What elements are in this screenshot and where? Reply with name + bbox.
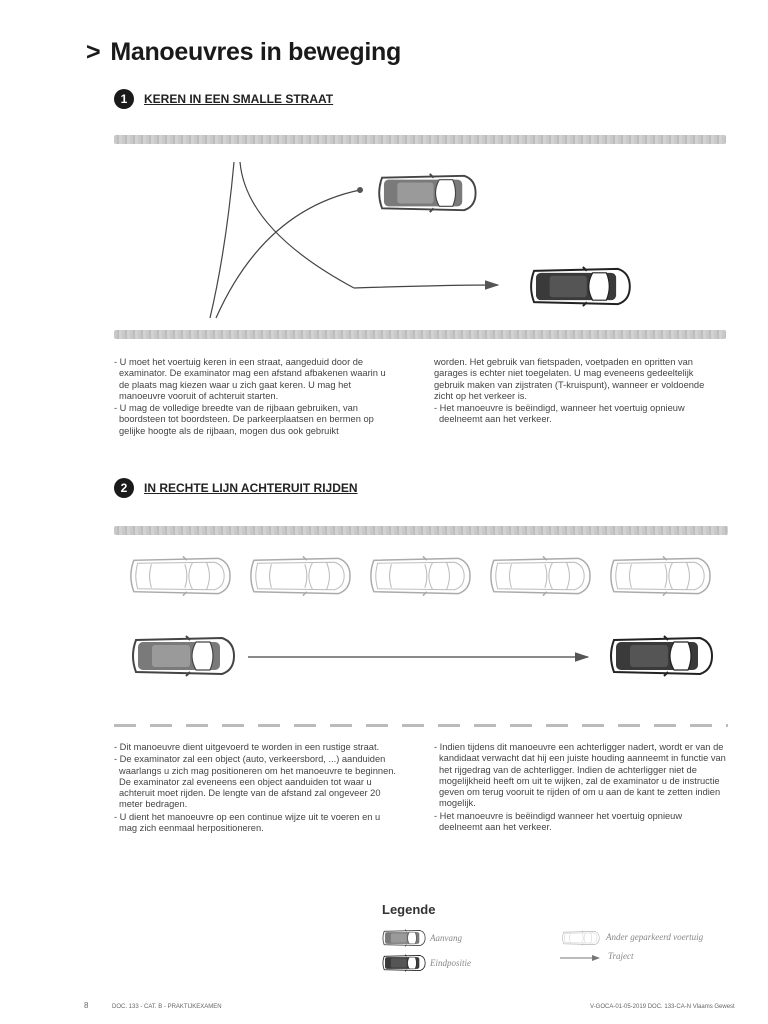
parked-car-4 xyxy=(491,556,590,595)
end-car xyxy=(531,267,630,306)
page-title-text: Manoeuvres in beweging xyxy=(110,38,401,66)
reverse-diagram xyxy=(114,548,728,688)
parked-car-2 xyxy=(251,556,350,595)
trajectory-arrow xyxy=(354,285,498,288)
legend-path-arrow-icon xyxy=(558,953,602,963)
s2-right-p1: - Indien tijdens dit manoeuvre een achterligger nadert, wordt er van de kandidaat verwacht dat hij een juiste houding aanneemt in functie van het rijgedrag van de achterligger. Indien de achterligger niet de mogelijkheid heeft om uit te wijken, zal de examinator u de instructie geven om terug vooruit te rijden of om u aan de kant te zetten indien mogelijk. xyxy=(434,742,726,809)
footer-doc-right: V-GOCA-01-05-2019 DOC. 133-CA-N Vlaams Gewest xyxy=(590,1004,735,1010)
parked-car-1 xyxy=(131,556,230,595)
s2-left-p1: - Dit manoeuvre dient uitgevoerd te worden in een rustige straat. xyxy=(114,742,380,752)
legend-start-label: Aanvang xyxy=(430,933,462,943)
parked-car-5 xyxy=(611,556,710,595)
section2-left-column xyxy=(114,742,399,835)
trajectory-back-2 xyxy=(240,162,354,288)
trajectory-back-1 xyxy=(210,162,234,318)
section1-left-column xyxy=(114,357,396,438)
s1-left-p2: - U mag de volledige breedte van de rijbaan gebruiken, van boordsteen tot boordsteen. De parkeerplaatsen en bermen op gelijke hoogte als de rijbaan, mogen dus ook gebruikt xyxy=(114,403,374,436)
section1-number: 1 xyxy=(114,89,134,109)
legend-end-car-icon xyxy=(380,953,426,973)
section2-header xyxy=(114,478,358,498)
s1-left-p1: - U moet het voertuig keren in een straat, aangeduid door de examinator. De examinator mag een afstand afbakenen waarin u de plaats mag kiezen waar u zich gaat keren. U mag het manoeuvre vooruit of achteruit starten. xyxy=(114,357,386,401)
title-marker: > xyxy=(86,38,101,66)
end-car-2 xyxy=(611,636,712,676)
trajectory-forward xyxy=(216,190,360,318)
start-car xyxy=(379,174,475,212)
page-number: 8 xyxy=(84,1001,89,1010)
s2-left-p2: - De examinator zal een object (auto, verkeersbord, ...) aanduiden waarlangs u zich mag positioneren om het manoeuvre te beginnen. De examinator zal eveneens een object aanduiden tot waar u achteruit moet rijden. De lengte van de afstand zal ongeveer 20 meter bedragen. xyxy=(114,754,397,810)
section2-title: IN RECHTE LIJN ACHTERUIT RIJDEN xyxy=(144,481,358,495)
legend-parked-car-icon xyxy=(560,929,600,947)
s2-right-p2: - Het manoeuvre is beëindigd wanneer het voertuig opnieuw deelneemt aan het verkeer. xyxy=(434,810,683,833)
legend-end-label: Eindpositie xyxy=(430,958,471,968)
road-bottom-1 xyxy=(114,330,726,339)
legend-parked-label: Ander geparkeerd voertuig xyxy=(606,932,704,942)
section1-header xyxy=(114,89,333,109)
page-title xyxy=(86,38,401,67)
footer-doc-left: DOC. 133 - CAT. B - PRAKTIJKEXAMEN xyxy=(112,1004,222,1010)
parked-car-3 xyxy=(371,556,470,595)
section2-right-column xyxy=(434,742,726,834)
legend-path-label: Traject xyxy=(608,951,634,961)
s1-right-p2: - Het manoeuvre is beëindigd, wanneer het voertuig opnieuw deelneemt aan het verkeer. xyxy=(434,403,685,425)
section1-right-column xyxy=(434,357,724,427)
s1-right-p1: worden. Het gebruik van fietspaden, voetpaden en opritten van garages is echter niet toegelaten. U mag eveneens gedeeltelijk gebruik maken van zijstraten (T-kruispunt), wanneer er voldoende zicht op het verkeer is. xyxy=(434,357,705,401)
road-top-1 xyxy=(114,135,726,144)
turn-diagram xyxy=(114,150,726,330)
legend-start-car-icon xyxy=(380,928,426,948)
road-top-2 xyxy=(114,526,728,535)
section1-title: KEREN IN EEN SMALLE STRAAT xyxy=(144,92,334,106)
section2-number: 2 xyxy=(114,478,134,498)
s2-left-p3: - U dient het manoeuvre op een continue wijze uit te voeren en u mag zich eenmaal herpositioneren. xyxy=(114,811,381,834)
road-bottom-2 xyxy=(114,724,728,727)
start-car-2 xyxy=(133,636,234,676)
legend-title: Legende xyxy=(382,902,436,917)
